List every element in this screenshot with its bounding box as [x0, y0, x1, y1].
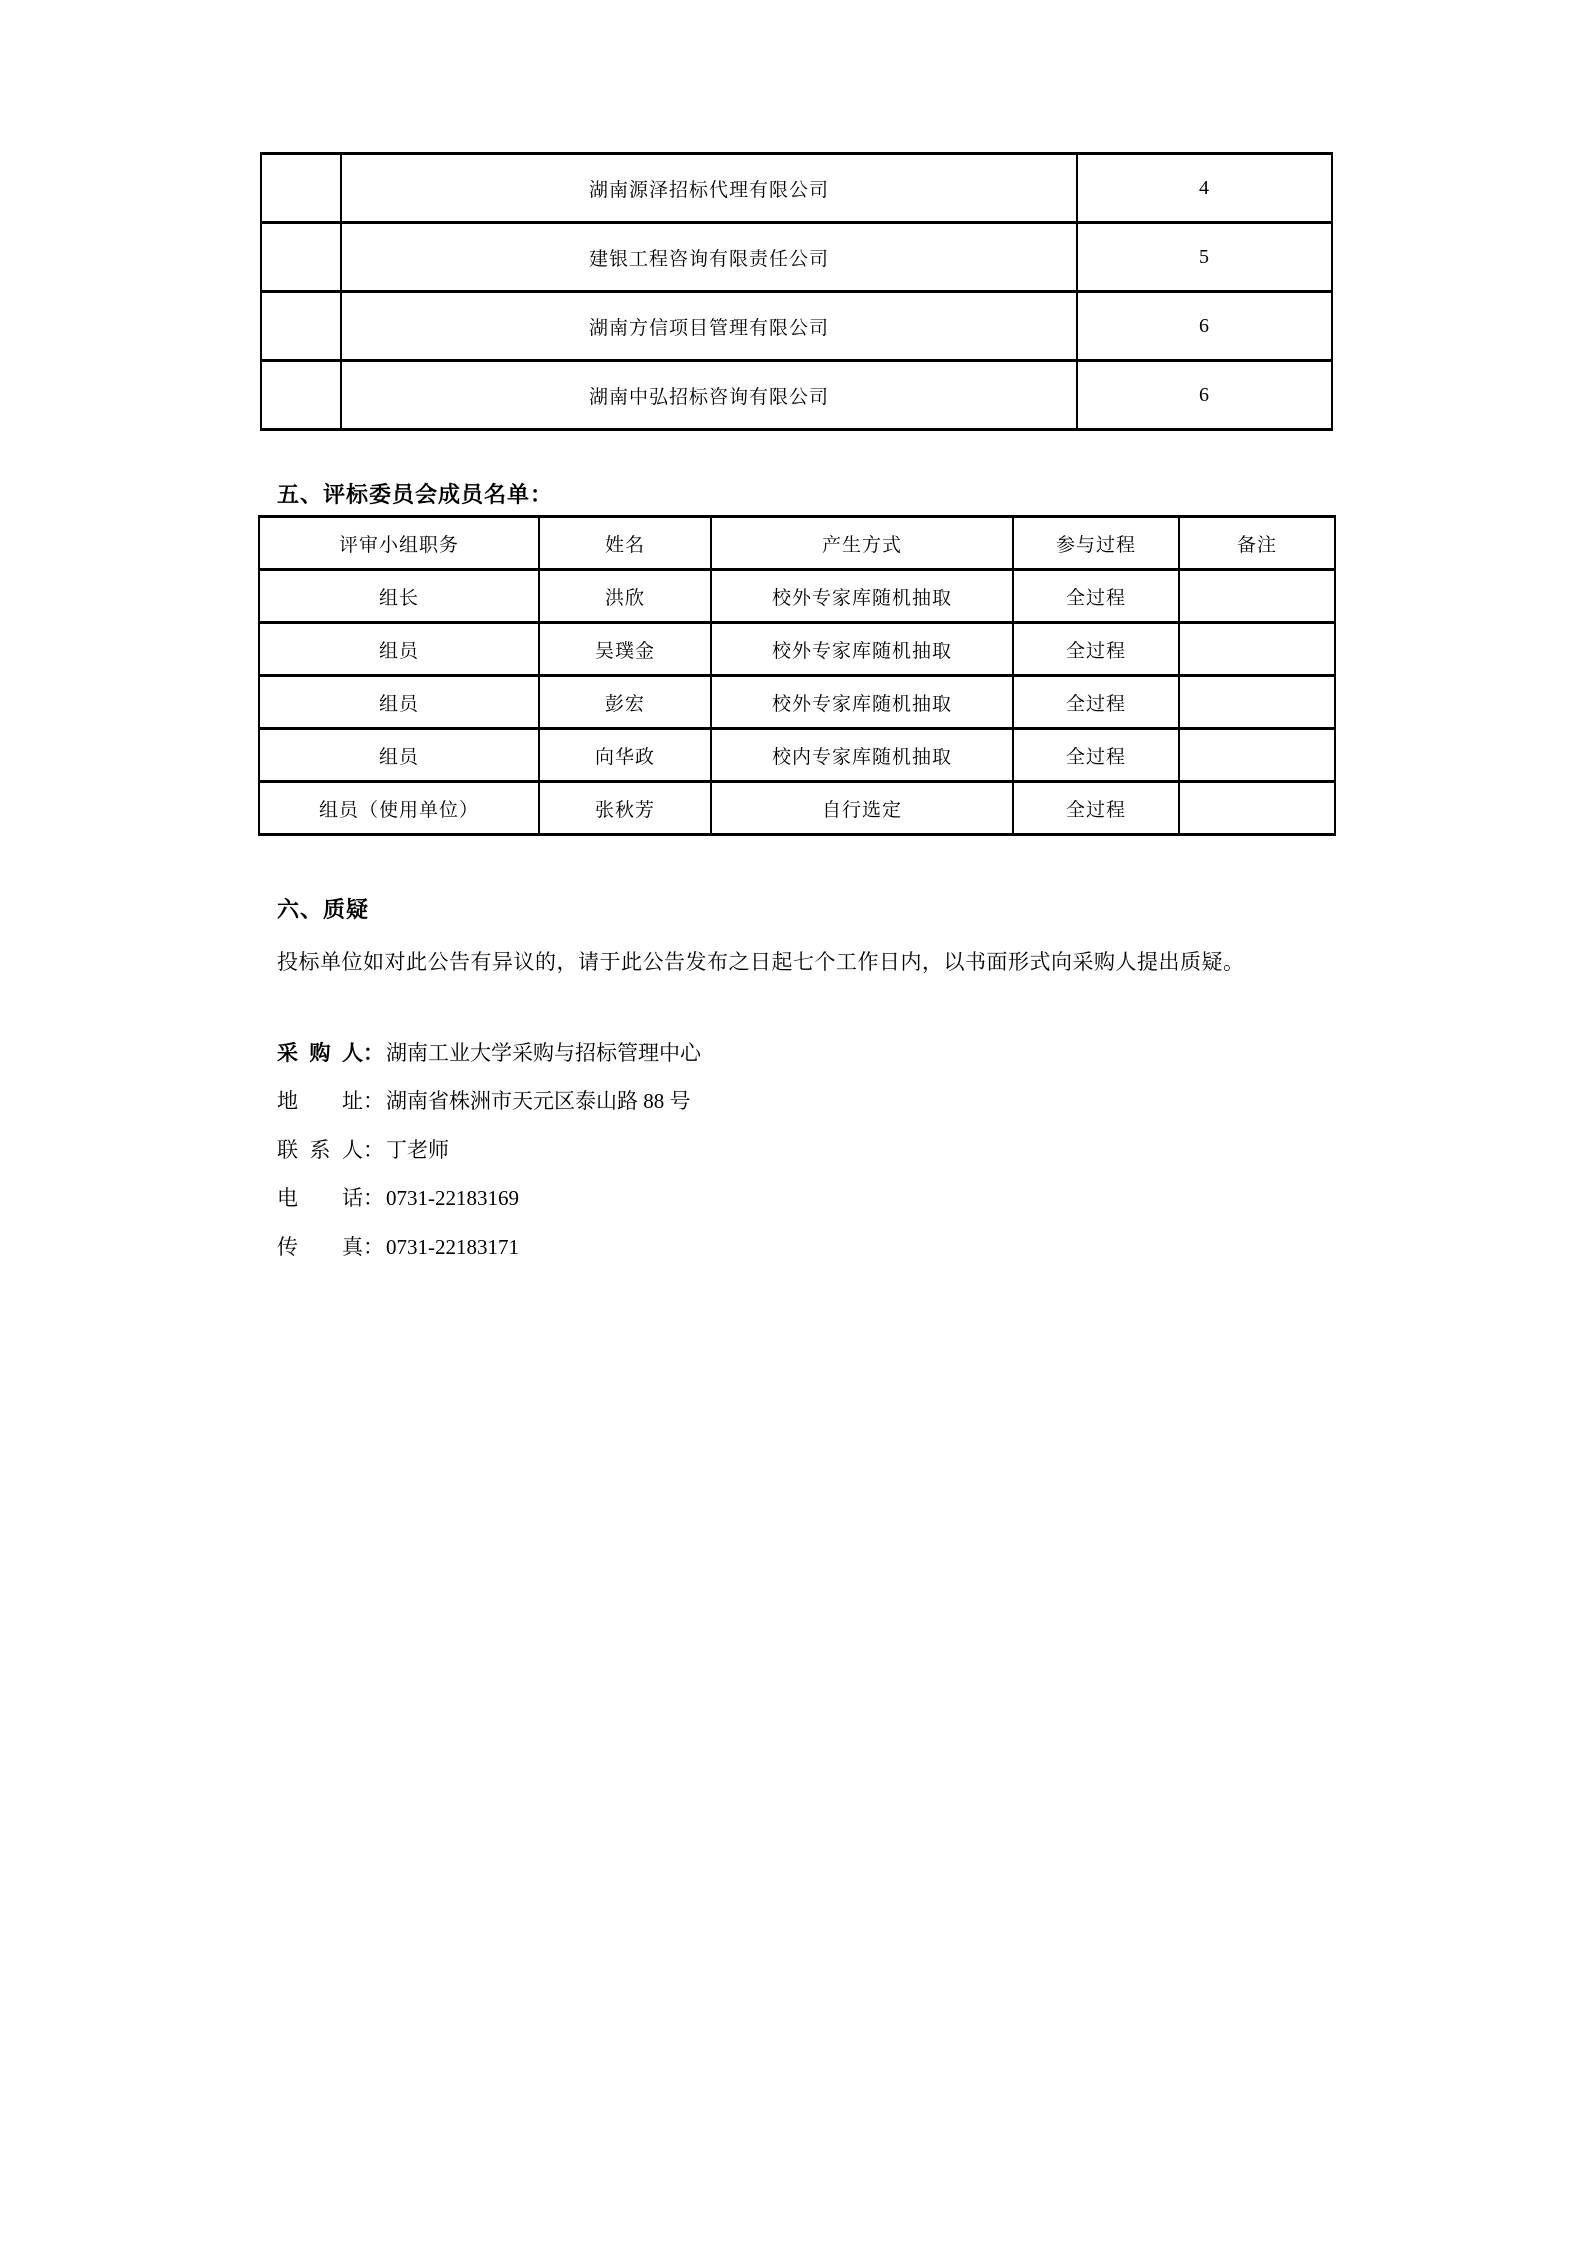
- method-cell: 自行选定: [711, 782, 1013, 835]
- committee-row: [259, 623, 1335, 676]
- seq-cell: [261, 154, 341, 223]
- seq-cell: [261, 361, 341, 430]
- remark-cell: [1179, 570, 1335, 623]
- contact-person-line: [277, 1138, 449, 1162]
- process-cell: 全过程: [1013, 623, 1179, 676]
- colon: ：: [363, 1235, 384, 1259]
- address-line: [277, 1089, 691, 1113]
- header-method: 产生方式: [711, 517, 1013, 570]
- seq-cell: [261, 223, 341, 292]
- company-cell: 湖南方信项目管理有限公司: [341, 292, 1077, 361]
- contact-person-label: 联系人: [277, 1138, 363, 1162]
- header-process: 参与过程: [1013, 517, 1179, 570]
- bidders-row: [261, 154, 1332, 223]
- role-cell: 组员: [259, 676, 539, 729]
- purchaser-label: 采购人: [277, 1041, 363, 1065]
- remark-cell: [1179, 623, 1335, 676]
- contact-person-value: 丁老师: [386, 1138, 449, 1162]
- phone-value: 0731-22183169: [386, 1186, 519, 1210]
- role-cell: 组长: [259, 570, 539, 623]
- process-cell: 全过程: [1013, 570, 1179, 623]
- process-cell: 全过程: [1013, 729, 1179, 782]
- bidders-table: [260, 152, 1333, 431]
- role-cell: 组员: [259, 623, 539, 676]
- method-cell: 校外专家库随机抽取: [711, 676, 1013, 729]
- company-cell: 湖南中弘招标咨询有限公司: [341, 361, 1077, 430]
- process-cell: 全过程: [1013, 782, 1179, 835]
- method-cell: 校内专家库随机抽取: [711, 729, 1013, 782]
- purchaser-value: 湖南工业大学采购与招标管理中心: [386, 1041, 701, 1065]
- company-cell: 建银工程咨询有限责任公司: [341, 223, 1077, 292]
- colon: ：: [363, 1186, 384, 1210]
- committee-row: [259, 729, 1335, 782]
- name-cell: 洪欣: [539, 570, 711, 623]
- seq-cell: [261, 292, 341, 361]
- fax-value: 0731-22183171: [386, 1235, 519, 1259]
- bidders-row: [261, 361, 1332, 430]
- score-cell: 4: [1077, 154, 1332, 223]
- objection-paragraph: 投标单位如对此公告有异议的，请于此公告发布之日起七个工作日内，以书面形式向采购人提出质疑。: [277, 950, 1245, 974]
- colon: ：: [363, 1138, 384, 1162]
- name-cell: 张秋芳: [539, 782, 711, 835]
- purchaser-line: [277, 1041, 701, 1065]
- method-cell: 校外专家库随机抽取: [711, 623, 1013, 676]
- section5-heading: 五、评标委员会成员名单：: [277, 482, 554, 507]
- committee-table: [258, 515, 1336, 836]
- address-value: 湖南省株洲市天元区泰山路 88 号: [386, 1089, 691, 1113]
- score-cell: 6: [1077, 292, 1332, 361]
- score-cell: 5: [1077, 223, 1332, 292]
- committee-row: [259, 782, 1335, 835]
- committee-row: [259, 570, 1335, 623]
- bidders-row: [261, 223, 1332, 292]
- remark-cell: [1179, 729, 1335, 782]
- header-role: 评审小组职务: [259, 517, 539, 570]
- header-remark: 备注: [1179, 517, 1335, 570]
- name-cell: 彭宏: [539, 676, 711, 729]
- name-cell: 向华政: [539, 729, 711, 782]
- remark-cell: [1179, 676, 1335, 729]
- section6-heading: 六、质疑: [277, 897, 370, 922]
- colon: ：: [363, 1089, 384, 1113]
- company-cell: 湖南源泽招标代理有限公司: [341, 154, 1077, 223]
- role-cell: 组员: [259, 729, 539, 782]
- phone-line: [277, 1186, 519, 1210]
- score-cell: 6: [1077, 361, 1332, 430]
- method-cell: 校外专家库随机抽取: [711, 570, 1013, 623]
- fax-line: [277, 1235, 519, 1259]
- colon: ：: [363, 1041, 384, 1065]
- committee-row: [259, 676, 1335, 729]
- committee-header-row: [259, 517, 1335, 570]
- fax-label: 传真: [277, 1235, 363, 1259]
- address-label: 地址: [277, 1089, 363, 1113]
- remark-cell: [1179, 782, 1335, 835]
- bidders-row: [261, 292, 1332, 361]
- header-name: 姓名: [539, 517, 711, 570]
- phone-label: 电话: [277, 1186, 363, 1210]
- name-cell: 吴璞金: [539, 623, 711, 676]
- role-cell: 组员（使用单位）: [259, 782, 539, 835]
- process-cell: 全过程: [1013, 676, 1179, 729]
